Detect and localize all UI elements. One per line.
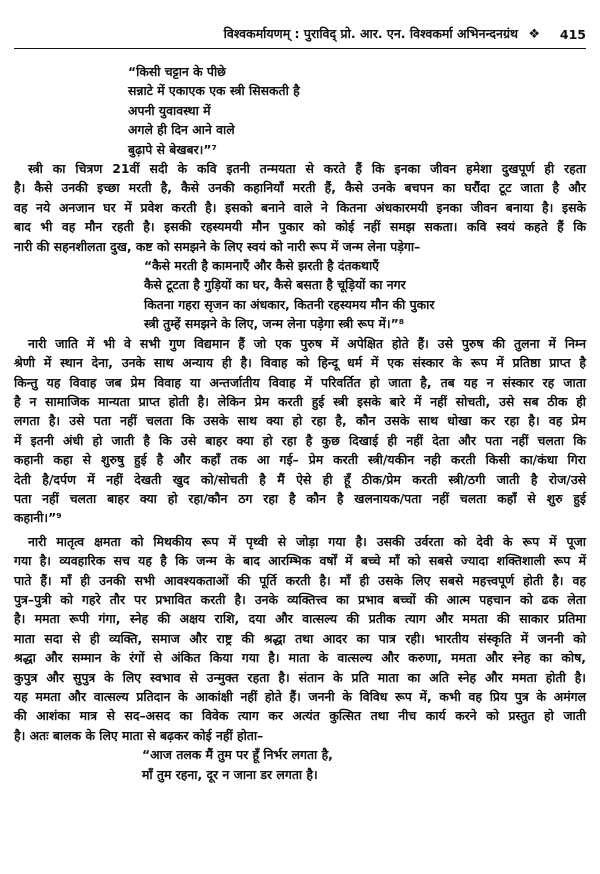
text-line: देती है/दर्पण में नहीं देखती खुद को/सोचती है मैं ऐसे ही हूँ ठीक/प्रेम करती स्त्री/ठगी जाती है रोज/उसे: [14, 471, 586, 487]
text-line: है। अतः बालक के लिए माता से बढ़कर कोई नहीं होता–: [14, 727, 264, 743]
verse-line: कितना गहरा सृजन का अंधकार, कितनी रहस्यमय मौन की पुकार: [144, 296, 435, 312]
text-line: बाद भी वह मौन रहती है। इसकी रहस्यमयी मौन पुकार को कोई नहीं समझ सकता। कवि स्वयं कहते हैं कि: [14, 219, 586, 235]
verse-line: “किसी चट्टान के पीछे: [128, 64, 226, 79]
text-line: है। ममता रूपी गंगा, स्नेह की अक्षय राशि, दया और वात्सल्य की प्रतीक त्याग और ममता की साकार प्रतिमा: [14, 611, 586, 627]
text-line: पाते हैं। माँ ही उनकी सभी आवश्यकताओं की पूर्ति करती है। माँ ही उसके लिए सबसे महत्त्वपूर्ण होती है। वह: [14, 572, 586, 588]
text-line: कहानी कहा से शुरुषु हुई है और कहाँ तक आ गई– प्रेम करती स्त्री/यकीन नही करती किसी का/कंधा गिरा: [14, 452, 586, 468]
verse-line: बुढ़ापे से बेखबर।”⁷: [128, 141, 217, 157]
text-line: श्रेणी में स्थान देना, उनके साथ अन्याय ही है। विवाह को हिन्दू धर्म में एक संस्कार के रूप में प्रतिष्ठा प्राप्त है: [14, 355, 586, 371]
book-title: विश्वकर्मायणम् : पुराविद् प्रो. आर. एन. विश्वकर्मा अभिनन्दनग्रंथ: [223, 26, 518, 41]
text-line: स्त्री का चित्रण 21वीं सदी के कवि इतनी तन्मयता से करते हैं कि इनका जीवन हमेशा दुखपूर्ण ही रहता: [28, 161, 586, 177]
paragraph-1: [14, 159, 586, 256]
text-line: किन्तु यह विवाह जब प्रेम विवाह या अन्तर्जातीय विवाह में परिवर्तित हो जाता है, तब यह न संस्कार रह जाता: [14, 374, 586, 390]
verse-quote-2: [144, 256, 586, 334]
text-line: नारी की सहनशीलता दुख, कष्ट को समझने के लिए स्वयं को नारी रूप में जन्म लेना पड़ेगा–: [14, 238, 421, 254]
paragraph-2: [14, 334, 586, 528]
verse-line: स्त्री तुम्हें समझने के लिए, जन्म लेना पड़ेगा स्त्री रूप में।”⁸: [144, 316, 405, 332]
verse-line: अपनी युवावस्था में: [128, 102, 211, 118]
text-line: गया है। व्यवहारिक सच यह है कि जन्म के बाद आरम्भिक वर्षों में बच्चे माँ को सबसे ज्यादा शक्तिशाली रूप में: [14, 553, 586, 569]
text-line: नारी जाति में भी वे सभी गुण विद्यमान हैं जो एक पुरुष में अपेक्षित होते हैं। उसे पुरुष की तुलना में निम्न: [28, 335, 586, 351]
verse-line: माँ तुम रहना, दूर न जाना डर लगता है।: [142, 766, 318, 782]
text-line: पता नहीं चलता बाहर क्या हो रहा/कौन ठग रहा है कौन है खलनायक/पता नहीं चलता कहाँ से शुरु हुई: [14, 490, 586, 506]
text-line: की आशंका मात्र से सद–असद का विवेक त्याग कर अत्यंत कुत्सित तथा नीच कार्य करने को प्रस्तुत हो जाती: [14, 708, 586, 724]
text-line: वह नये अनजान घर में प्रवेश करती है। इसको बनाने वाले ने कितना अंधकारमयी इनका जीवन बनाया है। इसके: [14, 199, 586, 215]
text-line: कुपुत्र और सुपुत्र के लिए स्वभाव से उन्मुक्त रहता है। संतान के प्रति माता का अति स्नेह और ममता होती है।: [14, 669, 586, 685]
verse-line: कैसे टूटता है गुड़ियों का घर, कैसे बसता है चूड़ियों का नगर: [144, 277, 406, 293]
verse-line: सन्नाटे में एकाएक एक स्त्री सिसकती है: [128, 83, 300, 99]
verse-line: “कैसे मरती है कामनाएँ और कैसे झरती है दंतकथाएँ: [144, 258, 380, 274]
ornament-icon: ❖: [528, 27, 540, 42]
text-line: कहानी।”⁹: [14, 510, 62, 526]
verse-line: अगले ही दिन आने वाले: [128, 122, 235, 138]
paragraph-3: [14, 532, 586, 745]
running-header: [14, 14, 586, 49]
text-line: श्रद्धा और सम्मान के रंगों से अंकित किया गया है। माता के वात्सल्य और करुणा, ममता और स्नेह का कोष,: [14, 650, 586, 666]
text-line: है न सामाजिक मान्यता प्राप्त होती है। लेकिन प्रेम करती हुई स्त्री इसके बारे में नहीं सोचती, उसे सब ठीक ही: [14, 393, 586, 409]
verse-quote-3: [142, 745, 586, 784]
text-line: यह ममता और वात्सल्य प्रतिदान के आकांक्षी नहीं होते हैं। जननी के विविध रूप में, कभी वह प्रिय पुत्र के अमंगल: [14, 689, 586, 704]
text-line: लगता है। उसे पता नहीं चलता कि उसके साथ क्या हो रहा है, कौन उसके साथ धोखा कर रहा है। वह प्रेम: [14, 413, 586, 429]
verse-quote-1: [128, 62, 586, 159]
verse-line: “आज तलक मैं तुम पर हूँ निर्भर लगता है,: [142, 747, 333, 763]
text-line: नारी मातृत्व क्षमता को मिथकीय रूप में पृथ्वी से जोड़ा गया है। उसकी उर्वरता को देवी के रूप में पूजा: [28, 533, 586, 549]
text-line: में इतनी अंधी हो जाती है कि उसे बाहर क्या हो रहा है कुछ दिखाई ही नहीं देता और पता नहीं चलता कि: [14, 432, 586, 448]
text-line: है। कैसे उनकी इच्छा मरती है, कैसे उनकी कहानियाँ मरती हैं, कैसे उनके बचपन का घरौंदा टूट जाता है और: [14, 180, 586, 196]
text-line: माता सदा से ही व्यक्ति, समाज और राष्ट्र की श्रद्धा तथा आदर का पात्र रही। भारतीय संस्कृति में जननी को: [14, 630, 586, 646]
page-body: [14, 58, 586, 784]
text-line: पुत्र–पुत्री को गहरे तौर पर प्रभावित करती है। उनके व्यक्तित्त्व का प्रभाव बच्चों की आत्म पहचान को ढक लेता: [14, 591, 586, 607]
page-number: 415: [559, 27, 586, 42]
